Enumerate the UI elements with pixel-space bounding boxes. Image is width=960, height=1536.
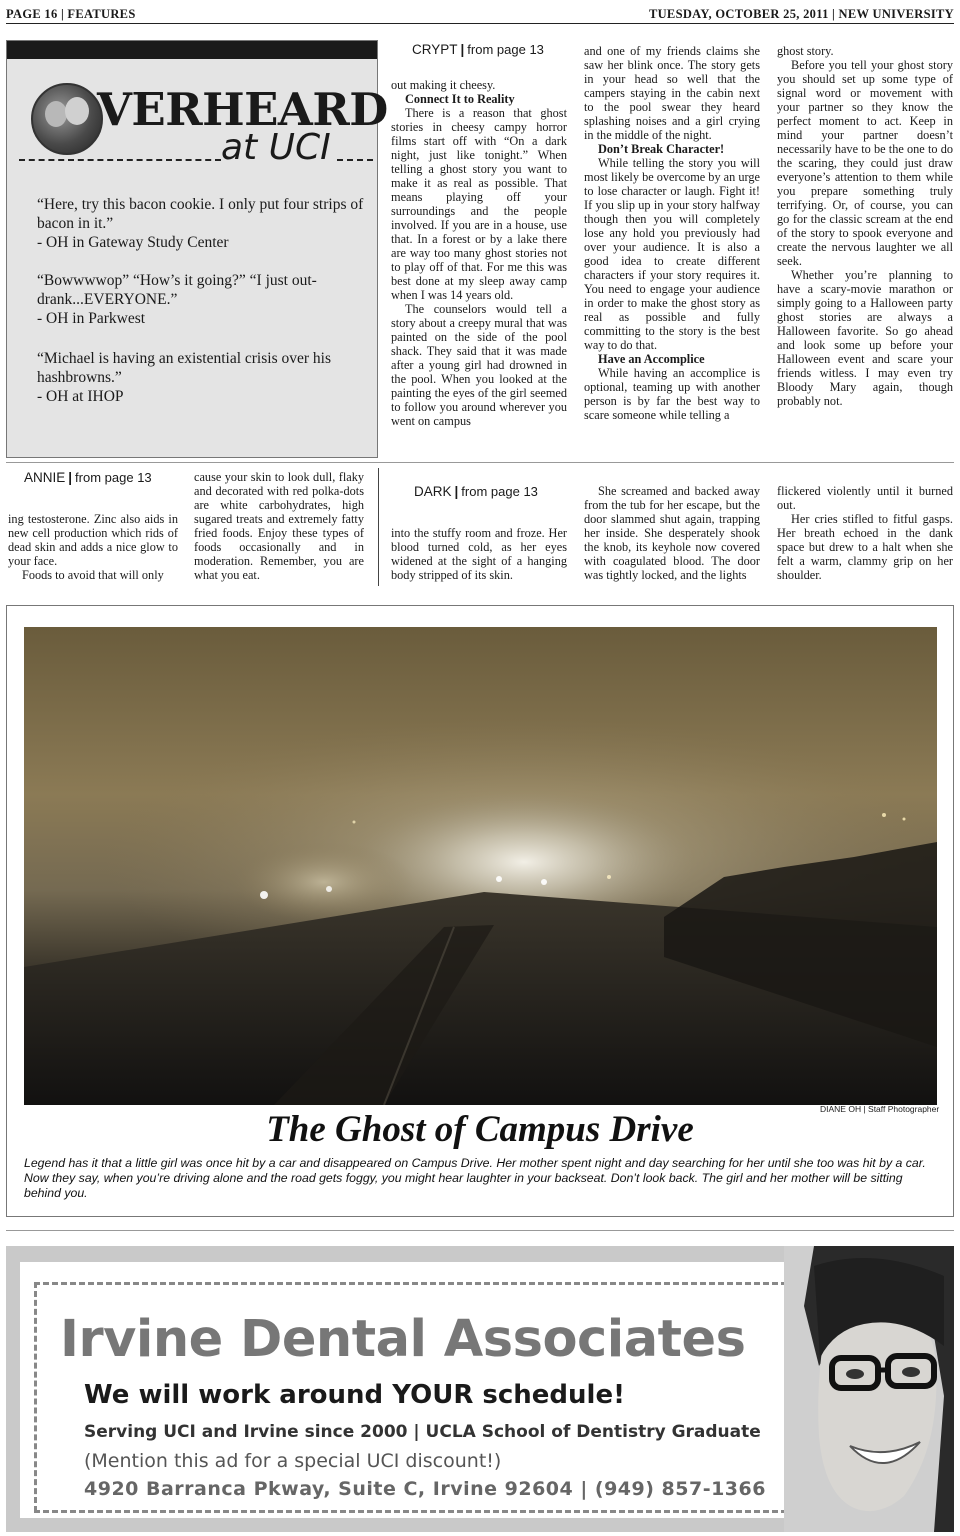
section-divider	[6, 1230, 954, 1231]
paragraph: Whether you’re planning to have a scary-movie marathon or simply going to a Halloween party ghost stories are always a Halloween favorite. So go ahead and look some up before your Halloween event and scare your friends witless. I may even try Bloody Mary again, though probably not.	[777, 268, 953, 408]
dark-column-3	[777, 484, 953, 582]
paragraph: Foods to avoid that will only	[22, 568, 164, 582]
jump-name: ANNIE	[24, 470, 66, 485]
date-label: TUESDAY, OCTOBER 25, 2011 | NEW UNIVERSITY	[648, 7, 954, 21]
divider	[19, 159, 221, 161]
jump-from: from page 13	[75, 470, 152, 485]
paragraph: ghost story.	[777, 44, 834, 58]
column-divider	[378, 468, 379, 586]
crypt-column-1	[391, 78, 567, 428]
dark-jump-header: DARK | from page 13	[414, 484, 538, 499]
paragraph: cause your skin to look dull, flaky and decorated with red polka-dots are white carbohydrates, high sugared treats and extremely fatty fried foods. Enjoy these types of foods occasionally and in moderation. Remember, you are what you eat.	[194, 470, 364, 582]
paragraph: Her cries stifled to fitful gasps. Her breath echoed in the dank space but drew to a halt when she felt a warm, clammy grip on her shoulder.	[777, 512, 953, 582]
coupon-border	[34, 1510, 814, 1513]
divider	[337, 159, 373, 161]
dark-column-2	[584, 484, 760, 582]
foggy-road-photo	[24, 627, 937, 1105]
smiling-woman-photo	[784, 1246, 954, 1532]
ad-serving: Serving UCI and Irvine since 2000 | UCLA School of Dentistry Graduate	[84, 1422, 761, 1442]
ad-address: 4920 Barranca Pkway, Suite C, Irvine 92604 | (949) 857-1366	[84, 1478, 766, 1500]
coupon-border	[34, 1282, 814, 1285]
ad-discount-note: (Mention this ad for a special UCI discount!)	[84, 1450, 502, 1472]
coupon-border	[34, 1282, 37, 1512]
subhead: Connect It to Reality	[405, 92, 515, 106]
annie-column-2	[194, 470, 364, 582]
paragraph: ing testosterone. Zinc also aids in new cell production which rids of dead skin and adds a nice glow to your face.	[8, 512, 178, 568]
jump-name: CRYPT	[412, 42, 458, 57]
overheard-quote	[37, 195, 367, 252]
paragraph: and one of my friends claims she saw her blink once. The story gets in your head so well that the campers staying in the cabin next to the pool swear they heard splashing noises and a girl crying in the middle of the night.	[584, 44, 760, 142]
overheard-face-icon	[45, 101, 67, 127]
photo-credit: DIANE OH | Staff Photographer	[820, 1104, 940, 1114]
paragraph: into the stuffy room and froze. Her blood turned cold, as her eyes widened at the sight of a hanging body stripped of its skin.	[391, 526, 567, 582]
paragraph: out making it cheesy.	[391, 78, 496, 92]
foggy-road-image	[24, 627, 937, 1105]
subhead: Have an Accomplice	[598, 352, 705, 366]
paragraph: She screamed and backed away from the tub for her escape, but the door slammed shut again, trapping her inside. She desperately shook the knob, its keyhole now covered with coagulated blood. The door was tightly locked, and the lights	[584, 484, 760, 582]
paragraph: flickered violently until it burned out.	[777, 484, 953, 512]
page-header	[6, 4, 954, 24]
annie-jump-header: ANNIE | from page 13	[24, 470, 152, 485]
paragraph: While telling the story you will most likely be overcome by an urge to lose character or laugh. Fight it! If you slip up in your story halfway though then you will completely lose any hold you previously had over your audience. It is also a good idea to create different characters if your story requires it. You need to engage your audience in order to make the ghost story as real as possible and fully committing to the story is the best way to do that.	[584, 156, 760, 352]
ad-title: Irvine Dental Associates	[60, 1310, 746, 1369]
paragraph: Before you tell your ghost story you should set up some type of signal word or movement with your partner so they know the perfect moment to act. Keep in mind your partner doesn’t necessarily have to be the one to do the scaring, they could just draw everyone’s attention to them while you prepare something truly terrifying. Or, of course, you can go for the classic scream at the end of the story to spook everyone and create the nervous laughter we all seek.	[777, 58, 953, 268]
photo-title: The Ghost of Campus Drive	[266, 1109, 694, 1150]
jump-name: DARK	[414, 484, 452, 499]
dark-column-1	[391, 526, 567, 582]
quote-source: - OH in Gateway Study Center	[37, 234, 229, 251]
quote-text: “Bowwwwop” “How’s it going?” “I just out-drank...EVERYONE.”	[37, 272, 317, 308]
overheard-subtitle: at UCI	[221, 127, 331, 168]
paragraph: While having an accomplice is optional, teaming up with another person is by far the best way to scare someone while telling a	[584, 366, 760, 422]
ad-tagline: We will work around YOUR schedule!	[84, 1380, 625, 1410]
annie-column-1	[8, 512, 178, 582]
smiling-woman-icon	[784, 1246, 954, 1532]
crypt-jump-header: CRYPT | from page 13	[412, 42, 544, 57]
overheard-quote	[37, 349, 367, 406]
quote-source: - OH at IHOP	[37, 388, 124, 405]
crypt-column-2	[584, 44, 760, 422]
crypt-column-3	[777, 44, 953, 408]
quote-text: “Here, try this bacon cookie. I only put four strips of bacon in it.”	[37, 196, 364, 232]
overheard-box	[6, 40, 388, 458]
section-divider	[6, 462, 954, 463]
paragraph: The counselors would tell a story about a creepy mural that was painted on the side of the pool shack. They said that it was made after a young girl had drowned in the pool. When you looked at the painting the eyes of the girl seemed to follow you around wherever you went on campus	[391, 302, 567, 428]
dental-advertisement	[6, 1246, 954, 1532]
jump-from: from page 13	[467, 42, 544, 57]
quote-text: “Michael is having an existential crisis over his hashbrowns.”	[37, 350, 331, 386]
overheard-title: VERHEARD	[97, 83, 388, 136]
overheard-banner	[7, 41, 377, 59]
page-label: PAGE 16 | FEATURES	[6, 7, 136, 21]
subhead: Don’t Break Character!	[598, 142, 725, 156]
overheard-quote	[37, 271, 367, 328]
paragraph: There is a reason that ghost stories in cheesy campy horror films start off with “On a dark night, just like tonight.” When telling a ghost story you want to make it as real as possible. That means playing off your surroundings and the people involved. If you are in a house, use that. In a forest or by a lake there are way too many ghost stories not to play off of that. For me this was best done at my sleep away camp when I was 14 years old.	[391, 106, 567, 302]
quote-source: - OH in Parkwest	[37, 310, 146, 327]
overheard-face-icon	[65, 97, 89, 125]
jump-from: from page 13	[461, 484, 538, 499]
photo-caption: Legend has it that a little girl was once hit by a car and disappeared on Campus Drive. Her mother spent night and day searching for her until she too was hit by a car. Now they say, when you’re driving alone and the road gets foggy, you might hear laughter in your backseat. Don’t look back. The girl and her mother will be sitting behind you.	[24, 1156, 926, 1200]
